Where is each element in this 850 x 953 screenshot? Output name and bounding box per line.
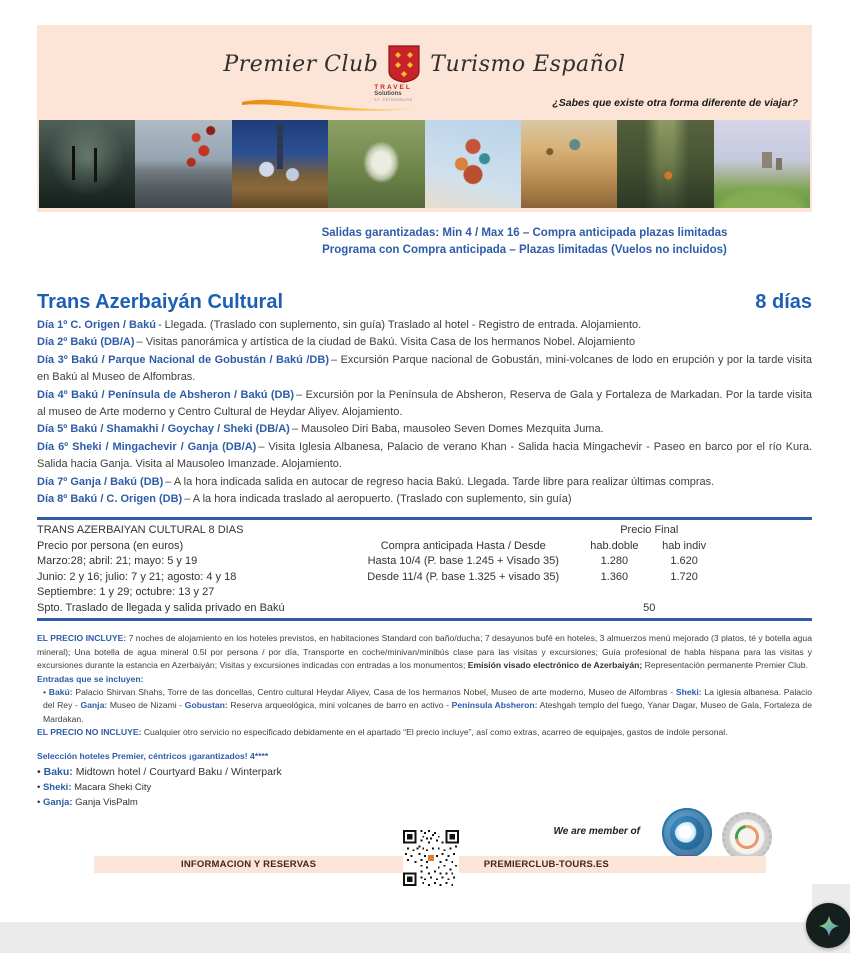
- tour-title: Trans Azerbaiyán Cultural: [37, 291, 283, 313]
- cell-indiv: 1.720: [670, 570, 698, 583]
- info-reservas-label: INFORMACION Y RESERVAS: [180, 859, 317, 871]
- entradas-paragraph: [37, 686, 812, 726]
- tagline: ¿Sabes que existe otra forma diferente de viajar?: [552, 97, 798, 109]
- day-label: Día 3º Bakú / Parque Nacional de Gobustán / Bakú /DB): [37, 353, 329, 366]
- table-row: [37, 554, 812, 570]
- crest-logo: [374, 45, 420, 102]
- gold-swoosh-icon: [242, 93, 422, 119]
- photo-hilltop-church-image: [714, 120, 810, 208]
- entradas-text: La iglesia albanesa. Palacio del Rey -: [43, 686, 812, 711]
- price-includes-label: EL PRECIO INCLUYE:: [37, 633, 127, 644]
- membership-badge-blue-icon: [662, 808, 712, 858]
- cell-indiv: 1.620: [670, 555, 698, 568]
- cell-dates: Marzo:28; abril: 21; mayo: 5 y 19: [37, 555, 198, 568]
- entradas-text: Reserva arqueológica, mini volcanes de barro en activo -: [227, 700, 452, 711]
- table-row: [37, 570, 812, 586]
- photo-strip: [39, 120, 810, 208]
- assistant-fab-button[interactable]: [806, 903, 850, 948]
- day-label: Día 2º Bakú (DB/A): [37, 336, 135, 349]
- itinerary-day-1: [37, 317, 812, 334]
- bullet-glyph: •: [37, 766, 41, 779]
- itinerary-day-3: [37, 352, 812, 387]
- banner-line-1: Salidas garantizadas: Min 4 / Max 16 – Compra anticipada plazas limitadas: [321, 227, 728, 239]
- page-bottom-margin: [0, 922, 850, 953]
- day-text: – Excursión Parque nacional de Gobustán, mini-volcanes de lodo en erupción y por la tarde visita en Bakú al Museo de Alfombras.: [37, 353, 812, 384]
- header: [37, 25, 812, 212]
- hotel-names: Midtown hotel / Courtyard Baku / Winterpark: [75, 766, 282, 779]
- col-header-doble: hab.doble: [590, 539, 639, 552]
- itinerary-day-7: [37, 474, 812, 491]
- price-not-includes-text: Cualquier otro servicio no especificado debidamente en el apartado “El precio incluye”, así como extras, acarreo de equipajes, gastos de índole personal.: [143, 726, 728, 737]
- bullet-glyph: •: [37, 797, 41, 809]
- brand-left-text: Premier Club: [223, 52, 379, 77]
- day-text: - Llegada. (Traslado con suplemento, sin guía) Traslado al hotel - Registro de entrada. Alojamiento.: [157, 319, 642, 331]
- hotel-city-label: Sheki:: [42, 782, 72, 794]
- entradas-city-label: Ganja:: [80, 700, 108, 711]
- supplement-value: 50: [643, 601, 656, 614]
- brochure-page: [37, 25, 812, 902]
- table-row: [37, 585, 812, 601]
- title-row: [37, 291, 812, 314]
- hotel-item-baku: [37, 765, 812, 780]
- entradas-city-label: Península Absheron:: [451, 700, 538, 711]
- photo-cathedral-aerial-image: [328, 120, 424, 208]
- qr-code: [403, 828, 459, 888]
- brand-right-text: Turismo Español: [430, 52, 626, 77]
- col-header-person: Precio por persona (en euros): [37, 539, 184, 552]
- hotels-heading: Selección hoteles Premier, céntricos ¡garantizados! 4****: [37, 751, 269, 762]
- itinerary-day-2: [37, 334, 812, 351]
- cell-dates: Junio: 2 y 16; julio: 7 y 21; agosto: 4 y 18: [37, 570, 237, 583]
- day-label: Día 8º Bakú / C. Origen (DB): [37, 493, 183, 506]
- photo-st-basil-image: [425, 120, 521, 208]
- day-text: – Mausoleo Diri Baba, mausoleo Seven Domes Mezquita Juma.: [291, 423, 604, 436]
- logo-line-solutions: Solutions: [374, 91, 402, 97]
- table-title: TRANS AZERBAIYAN CULTURAL 8 DIAS: [37, 524, 244, 537]
- bullet-glyph: •: [37, 782, 41, 794]
- photo-lanterns-image: [135, 120, 231, 208]
- day-label: Día 7º Ganja / Bakú (DB): [37, 475, 164, 488]
- conditions-section: [37, 632, 812, 739]
- price-includes-text-2: Representación permanente Premier Club.: [644, 660, 808, 671]
- price-table: [37, 517, 812, 621]
- day-label: Día 4º Bakú / Península de Absheron / Bakú (DB): [37, 388, 295, 401]
- photo-angkor-image: [617, 120, 713, 208]
- hotel-city-label: Baku:: [43, 766, 73, 779]
- logo-line-city: ST. PETERSBURG: [374, 98, 413, 102]
- col-header-compra: Compra anticipada Hasta / Desde: [380, 539, 546, 552]
- day-text: – A la hora indicada traslado al aeropuerto. (Traslado con suplemento, sin guía): [184, 493, 572, 506]
- cell-compra: Desde 11/4 (P. base 1.325 + visado 35): [367, 570, 560, 583]
- cell-compra: Hasta 10/4 (P. base 1.245 + Visado 35): [367, 555, 559, 568]
- itinerary-day-5: [37, 421, 812, 438]
- departures-banner: [237, 225, 812, 259]
- cell-doble: 1.360: [600, 570, 629, 583]
- entradas-city-label: Gobustan:: [184, 700, 228, 711]
- table-row-title: [37, 523, 812, 539]
- table-row-header: [37, 539, 812, 555]
- day-text: – Visita Iglesia Albanesa, Palacio de verano Khan - Salida hacia Mingachevir - Paseo en barco por el río Kura. Salida hacia Ganja. Visita al Mausoleo Imanzade. Alojamiento.: [37, 440, 813, 471]
- bullet-glyph: •: [43, 686, 47, 697]
- hotel-city-label: Ganja:: [42, 797, 73, 809]
- banner-line-2: Programa con Compra anticipada – Plazas limitadas (Vuelos no incluidos): [322, 244, 727, 256]
- price-includes-text: 7 noches de alojamiento en los hoteles previstos, en habitaciones Standard con baño/ducha; 7 desayunos bufé en hoteles, 3 almuerzos menú mejorado (3 platos, té y botella agua mineral); Una botella de agua mineral 0.5l por persona / por día, Transporte en coche/minivan/minibús clase para las visitas y excursiones; Guía profesional de habla hispana para las visitas y excursiones durante la estancia en Azerbaiyán; Visitas y excursiones indicadas con entradas a los monumentos;: [37, 633, 812, 671]
- hotel-item-sheki: [37, 780, 812, 795]
- entradas-heading: Entradas que se incluyen:: [37, 673, 144, 684]
- price-includes-paragraph: [37, 632, 812, 672]
- sparkle-icon: [816, 913, 842, 939]
- photo-desert-city-image: [521, 120, 617, 208]
- day-label: Día 1º C. Origen / Bakú: [37, 319, 156, 331]
- entradas-city-label: Bakú:: [48, 686, 73, 697]
- photo-fishermen-image: [39, 120, 135, 208]
- hotel-names: Macara Sheki City: [74, 782, 152, 794]
- entradas-text: Ateshgah templo del fuego, Yanar Dagar, Museo de Gala, Fortaleza de Mardakan.: [43, 700, 812, 724]
- day-text: – A la hora indicada salida en autocar de regreso hacia Bakú. Llegada. Tarde libre para realizar últimas compras.: [165, 475, 715, 488]
- col-header-indiv: hab indiv: [662, 539, 707, 552]
- price-not-includes-label: EL PRECIO NO INCLUYE:: [37, 726, 142, 737]
- cell-doble: 1.280: [600, 555, 629, 568]
- day-text: – Visitas panorámica y artística de la ciudad de Bakú. Visita Casa de los hermanos Nobel. Alojamiento: [136, 336, 636, 349]
- visa-bold-text: Emisión visado electrónico de Azerbaiyán;: [467, 660, 643, 671]
- supplement-label: Spto. Traslado de llegada y salida privado en Bakú: [37, 601, 285, 614]
- itinerary-day-8: [37, 491, 812, 508]
- price-not-includes-paragraph: [37, 726, 812, 739]
- cell-dates: Septiembre: 1 y 29; octubre: 13 y 27: [37, 586, 215, 599]
- tour-duration: 8 días: [755, 291, 812, 313]
- day-text: – Excursión por la Península de Absheron, Reserva de Gala y Fortaleza de Markadan. Por la tarde visita al museo de Arte moderno y Centro Cultural de Heydar Aliyev. Alojamiento.: [37, 388, 812, 419]
- table-row-supplement: [37, 601, 812, 617]
- hotel-names: Ganja VisPalm: [75, 797, 138, 809]
- photo-mosque-image: [232, 120, 328, 208]
- entradas-text: Museo de Nizami -: [107, 700, 185, 711]
- hotels-section: [37, 751, 812, 810]
- entradas-city-label: Sheki:: [675, 686, 702, 697]
- membership-badge-gray-icon: [722, 812, 772, 862]
- entradas-text: Palacio Shirvan Shahs, Torre de las doncellas, Centro cultural Heydar Aliyev, Casa de los hermanos Nobel, Museo de arte moderno, Museo de Alfombras -: [72, 686, 676, 697]
- itinerary-day-4: [37, 387, 812, 422]
- footer: [37, 814, 812, 902]
- crest-icon: [388, 45, 420, 83]
- table-precio-final: Precio Final: [620, 524, 679, 537]
- logo-line-travel: TRAVEL: [374, 84, 412, 91]
- member-of-text: We are member of: [553, 826, 640, 838]
- itinerary-day-6: [37, 439, 812, 474]
- hotel-item-ganja: [37, 795, 812, 810]
- day-label: Día 6º Sheki / Mingachevir / Ganja (DB/A): [37, 440, 257, 453]
- website-label: PREMIERCLUB-TOURS.ES: [483, 859, 609, 871]
- day-label: Día 5º Bakú / Shamakhi / Goychay / Sheki (DB/A): [37, 423, 290, 436]
- brand-logo: [37, 25, 812, 102]
- itinerary: [37, 317, 812, 508]
